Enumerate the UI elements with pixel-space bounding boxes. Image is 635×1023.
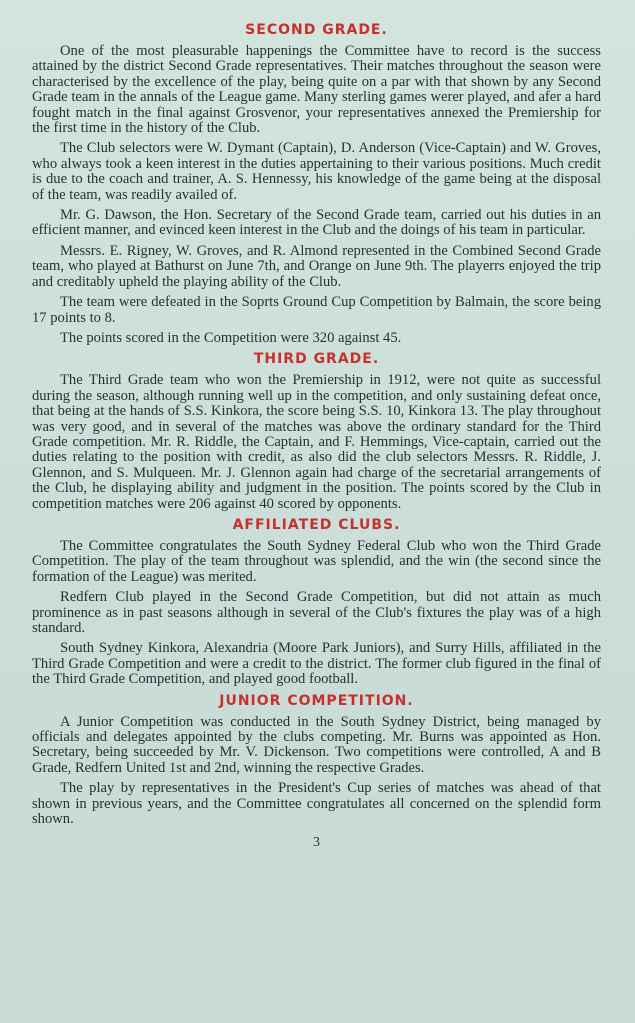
section-junior-competition <box>32 693 601 828</box>
paragraph: One of the most pleasurable happenings the Committee have to record is the success attained by the district Second Grade representatives. Their matches throughout the season were characterised by the excellence of the play, being quite on a par with that shown by any Second Grade team in the annals of the League game. Many sterling games werer played, and afer a hard fought match in the final against Grosvenor, your representatives annexed the Premiership for the first time in the history of the Club. <box>32 43 601 137</box>
paragraph: Mr. G. Dawson, the Hon. Secretary of the Second Grade team, carried out his duties in an efficient manner, and evinced keen interest in the Club and the doings of his team in particular. <box>32 207 601 239</box>
paragraph: The Club selectors were W. Dymant (Captain), D. Anderson (Vice-Captain) and W. Groves, who always took a keen interest in the duties appertaining to their various positions. Much credit is due to the coach and trainer, A. S. Hennessy, his knowledge of the game being at the disposal of the team, was readily availed of. <box>32 140 601 203</box>
paragraph: Redfern Club played in the Second Grade Competition, but did not attain as much prominence as in past seasons although in several of the Club's fixtures the play was of a high standard. <box>32 589 601 636</box>
page-number: 3 <box>313 835 320 851</box>
paragraph: A Junior Competition was conducted in the South Sydney District, being managed by officials and delegates appointed by the clubs competing. Mr. Burns was appointed as Hon. Secretary, being succeeded by Mr. V. Dickenson. Two competitions were controlled, A and B Grade, Redfern United 1st and 2nd, winning the respective Grades. <box>32 713 601 776</box>
section-second-grade <box>32 22 601 346</box>
paragraph: The team were defeated in the Soprts Ground Cup Competition by Balmain, the score being 17 points to 8. <box>32 294 601 326</box>
section-heading: JUNIOR COMPETITION. <box>219 692 414 709</box>
paragraph: The play by representatives in the President's Cup series of matches was ahead of that shown in previous years, and the Committee congratulates all concerned on the splendid form shown. <box>32 780 601 828</box>
paragraph: The Third Grade team who won the Premiership in 1912, were not quite as successful during the season, although running well up in the competition, and only sustaining defeat once, that being at the hands of S.S. Kinkora, the score being S.S. 10, Kinkora 13. The play throughout was very good, and in several of the matches was above the ordinary standard for the Third Grade competition. Mr. R. Riddle, the Captain, and F. Hemmings, Vice-captain, carried out the duties relating to the position with credit, as also did the club selectors Messrs. R. Riddle, J. Glennon, and S. Mulqueen. Mr. J. Glennon again had charge of the secretarial arrangements of the Club, he displaying ability and judgment in the position. The points scored by the Club in competition matches were 206 against 40 scored by opponents. <box>32 372 601 512</box>
section-heading: AFFILIATED CLUBS. <box>232 516 401 533</box>
paragraph: The Committee congratulates the South Sydney Federal Club who won the Third Grade Competition. The play of the team throughout was splendid, and the win (the second since the formation of the League) was merited. <box>32 537 601 585</box>
section-heading: THIRD GRADE. <box>253 351 380 368</box>
paragraph: Messrs. E. Rigney, W. Groves, and R. Almond represented in the Combined Second Grade team, who played at Bathurst on June 7th, and Orange on June 9th. The playerrs enjoyed the trip and creditably upheld the playing ability of the Club. <box>32 242 601 290</box>
section-affiliated-clubs <box>32 517 601 688</box>
section-third-grade <box>32 351 601 512</box>
paragraph: South Sydney Kinkora, Alexandria (Moore Park Juniors), and Surry Hills, affiliated in the Third Grade Competition and were a credit to the district. The former club figured in the final of the Third Grade Competition, and played good football. <box>32 640 601 688</box>
paragraph: The points scored in the Competition were 320 against 45. <box>60 329 402 346</box>
section-heading: SECOND GRADE. <box>245 22 388 38</box>
